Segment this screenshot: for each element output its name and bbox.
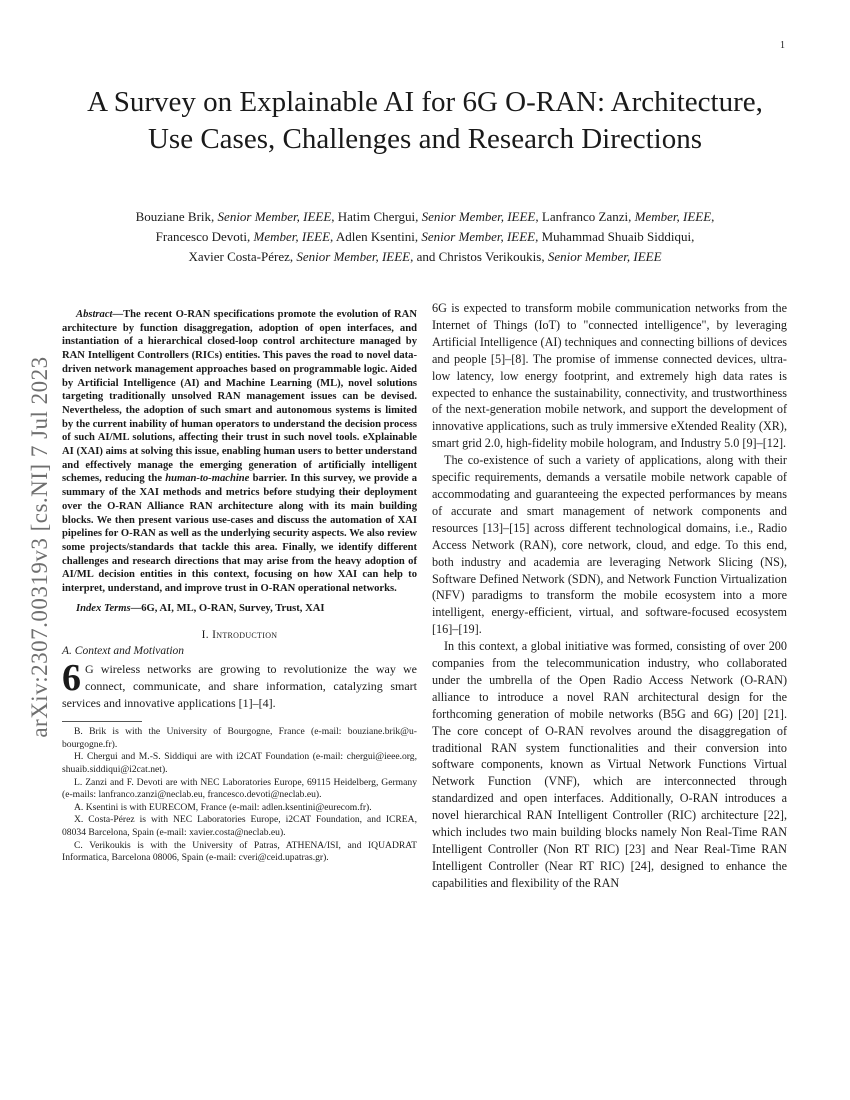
abstract-text-b: barrier. In this survey, we provide a summary of the XAI methods and metrics before studying their deployment over the O-RAN Alliance RAN architecture along with its main building blocks. We then present various use-cases and discuss the automation of XAI pipelines for O-RAN as well as the underlying security aspects. We also review some projects/standards that tackle this area. Finally, we identify different challenges and research directions that may arise from the heavy adoption of AI/ML decision entities in this context, focusing on how XAI can help to interpret, understand, and improve trust in O-RAN operational networks. bbox=[62, 473, 417, 595]
author-role: Member, IEEE bbox=[253, 229, 331, 244]
footnotes bbox=[62, 726, 417, 865]
abstract bbox=[62, 308, 417, 596]
arxiv-id: arXiv:2307.00319v3 [cs.NI] 7 Jul 2023 bbox=[27, 356, 52, 738]
footnote: B. Brik is with the University of Bourgogne, France (e-mail: bouziane.brik@u-bourgogne.fr). bbox=[62, 726, 417, 750]
subsection-title: Context and Motivation bbox=[74, 645, 185, 658]
author-name: Lanfranco Zanzi bbox=[541, 209, 629, 224]
section-number: I. bbox=[201, 629, 209, 642]
author-role: Senior Member, IEEE bbox=[296, 249, 411, 264]
body-paragraph: The co-existence of such a variety of applications, along with their specific requirements, demands a versatile mobile network capable of accommodating and guaranteeing the expected performances by means of accurate and smart management of network components and resources [13]–[15] across different technological domains, i.e., Radio Access Network (RAN), core network, cloud, and edge. To this end, both industry and academia are leveraging Network Slicing (NS), Software Defined Network (SDN), and Network Function Virtualization (NFV) paradigms to transform the mobile ecosystem into a more intelligent, energy-efficient, virtual, and software-focused ecosystem [16]–[19]. bbox=[432, 453, 787, 637]
abstract-text-a: —The recent O-RAN specifications promote the evolution of RAN architecture by function disaggregation, adoption of open interfaces, and instantiation of a hierarchical closed-loop control architecture managed by RAN Intelligent Controllers (RICs) entities. This paves the road to novel data-driven network management approaches based on programmable logic. Aided by Artificial Intelligence (AI) and Machine Learning (ML), novel solutions targeting traditionally unsolved RAN management issues can be devised. Nevertheless, the adoption of such smart and autonomous systems is limited by the current inability of human operators to understand the decision process of such AI/ML solutions, affecting their trust in such novel tools. eXplainable AI (XAI) aims at solving this issue, enabling human users to better understand and effectively manage the emerging generation of artificially intelligent schemes, reducing the bbox=[62, 309, 417, 485]
intro-paragraph bbox=[62, 657, 417, 711]
footnote: X. Costa-Pérez is with NEC Laboratories Europe, i2CAT Foundation, and ICREA, 08034 Barcelona, Spain (e-mail: xavier.costa@neclab.eu). bbox=[62, 814, 417, 838]
author-name: Christos Verikoukis bbox=[438, 249, 542, 264]
abstract-label: Abstract bbox=[76, 309, 113, 320]
author-name: Bouziane Brik bbox=[135, 209, 212, 224]
index-terms-text: —6G, AI, ML, O-RAN, Survey, Trust, XAI bbox=[130, 602, 325, 614]
author-role: Senior Member, IEEE bbox=[421, 209, 536, 224]
intro-text: G wireless networks are growing to revolutionize the way we connect, communicate, and share information, catalyzing smart services and innovative applications [1]–[4]. bbox=[62, 662, 417, 710]
body-paragraph: 6G is expected to transform mobile communication networks from the Internet of Things (IoT) to "connected intelligence", by leveraging Artificial Intelligence (AI) techniques and connecting billions of devices and people [5]–[8]. The promise of immense connected devices, ultra-low latency, low energy footprint, and extremely high data rates is expected to enhance the sustainability, connectivity, and trustworthiness of the next-generation mobile network, and support the development of innovative applications, such as truly immersive eXtended Reality (XR), smart grid 2.0, high-fidelity mobile hologram, and Industry 5.0 [9]–[12]. bbox=[432, 301, 787, 451]
left-column bbox=[62, 308, 417, 865]
author-name: Adlen Ksentini bbox=[335, 229, 415, 244]
body-paragraph: In this context, a global initiative was formed, consisting of over 200 companies from the telecommunication industry, who collaborated under the umbrella of the Open Radio Access Network (O-RAN) alliance to introduce a novel RAN architectural design for the forthcoming generation of mobile networks (B5G and 6G) [20] [21]. The core concept of O-RAN revolves around the disaggregation of traditional RAN system functionalities and their conversion into software components, known as Virtual Network Functions Virtual Network Function (VNF), which are interconnected through standardized and open interfaces. Additionally, O-RAN introduces a novel hierarchical RAN Intelligent Controller (RIC) architecture [22], which includes two main building blocks namely Non Real-Time RAN Intelligent Controller (Non RT RIC) [23] and Near Real-Time RAN Intelligent Controller (Near RT RIC) [24], designed to enhance the capabilities and flexibility of the RAN bbox=[432, 639, 787, 890]
footnote-rule bbox=[62, 721, 142, 722]
subsection-heading bbox=[62, 645, 417, 657]
index-terms bbox=[62, 602, 417, 616]
section-title: Introduction bbox=[212, 629, 278, 642]
subsection-letter: A. bbox=[62, 645, 72, 658]
author-name: Francesco Devoti bbox=[155, 229, 247, 244]
drop-cap: 6 bbox=[62, 657, 81, 700]
index-terms-label: Index Terms bbox=[76, 602, 131, 614]
author-role: Senior Member, IEEE bbox=[421, 229, 536, 244]
footnote: A. Ksentini is with EURECOM, France (e-mail: adlen.ksentini@eurecom.fr). bbox=[74, 801, 372, 813]
footnote: L. Zanzi and F. Devoti are with NEC Laboratories Europe, 69115 Heidelberg, Germany (e-mails: lanfranco.zanzi@neclab.eu, francesco.devoti@neclab.eu). bbox=[62, 776, 417, 801]
author-name: Muhammad Shuaib Siddiqui bbox=[541, 229, 692, 244]
paper-title: A Survey on Explainable AI for 6G O-RAN: Architecture, Use Cases, Challenges and Research Directions bbox=[87, 86, 763, 155]
abstract-italic-term: human-to-machine bbox=[165, 473, 250, 485]
author-role: Senior Member, IEEE bbox=[547, 249, 662, 264]
author-list: Bouziane Brik, Senior Member, IEEE, Hatim Chergui, Senior Member, IEEE, Lanfranco Zanzi, Member, IEEE, Francesco Devoti, Member, IEEE, Adlen Ksentini, Senior Member, IEEE, Muhammad Shuaib Siddiqui, Xavier Costa-Pérez, Senior Member, IEEE, and Christos Verikoukis, Senior Member, IEEE bbox=[135, 209, 715, 264]
author-name: Xavier Costa-Pérez bbox=[188, 249, 290, 264]
page-number: 1 bbox=[780, 40, 785, 51]
footnote: H. Chergui and M.-S. Siddiqui are with i2CAT Foundation (e-mail: chergui@ieee.org, shuaib.siddiqui@i2cat.net). bbox=[62, 751, 417, 776]
footnote: C. Verikoukis is with the University of Patras, ATHENA/ISI, and IQUADRAT Informatica, Barcelona 08006, Spain (e-mail: cveri@ceid.upatras.gr). bbox=[62, 839, 417, 864]
author-name: Hatim Chergui bbox=[337, 209, 416, 224]
author-role: Member, IEEE bbox=[634, 209, 712, 224]
section-heading bbox=[62, 629, 417, 641]
right-column bbox=[432, 300, 787, 892]
arxiv-stamp bbox=[20, 312, 60, 782]
author-role: Senior Member, IEEE bbox=[217, 209, 332, 224]
